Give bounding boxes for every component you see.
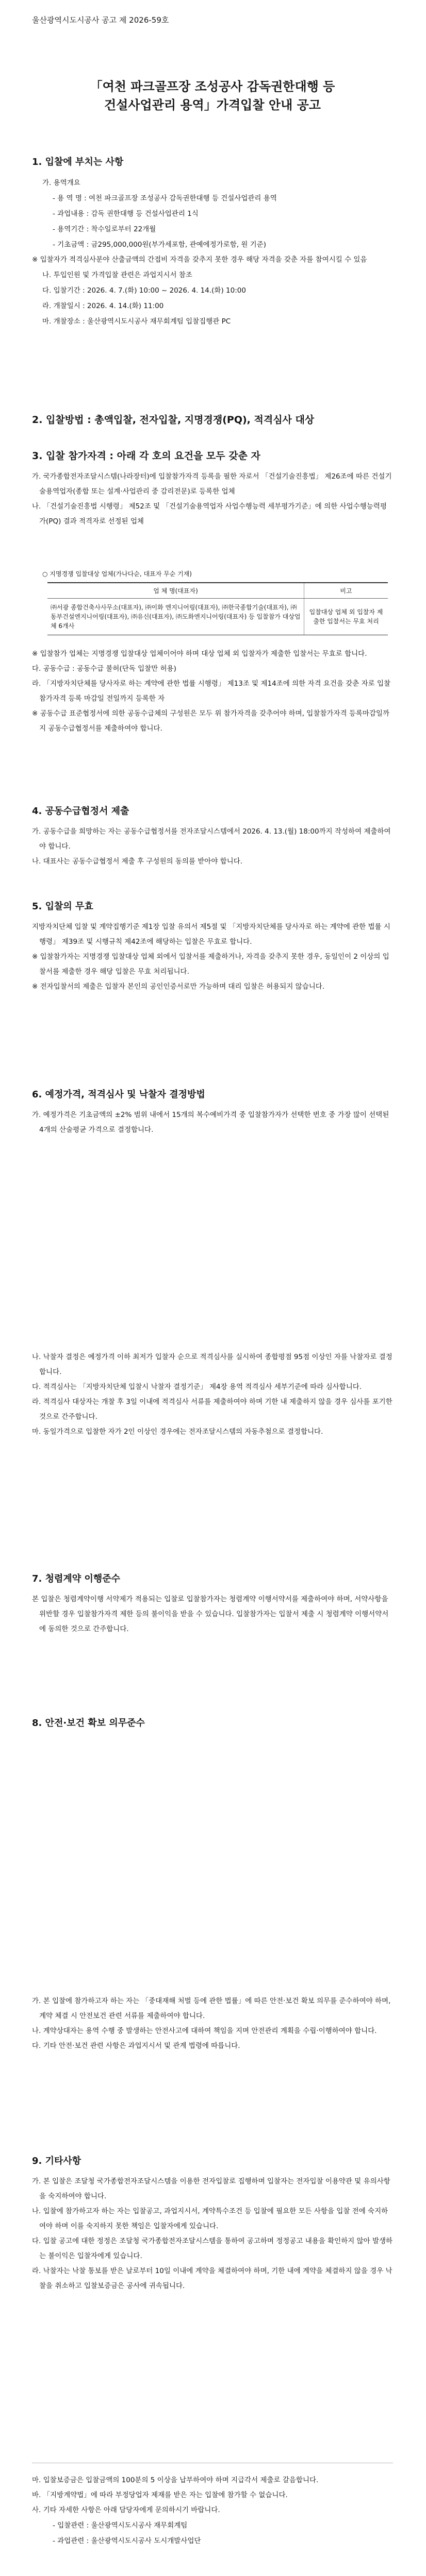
section-4	[32, 804, 393, 869]
s4-paragraph: 나. 대표사는 공동수급협정서 제출 후 구성원의 동의를 받아야 합니다.	[32, 857, 243, 866]
s1-line: - 기초금액 : 금295,000,000원(부가세포함, 관예에정가로함, 원 기준)	[53, 241, 267, 249]
title-line-1: 「여천 파크골프장 조성공사 감독권한대행 등	[90, 79, 335, 94]
section-5-heading: 5. 입찰의 무효	[32, 901, 93, 912]
s4-paragraph: 가. 공동수급을 희망하는 자는 공동수급협정서를 전자조달시스템에서 2026. 4. 13.(월) 18:00까지 작성하여 제출하여야 합니다.	[32, 827, 391, 851]
s5-paragraph: 지방자치단체 입찰 및 계약집행기준 제1장 입찰 유의서 제5절 및 「지방자치단체를 당사자로 하는 계약에 관한 법률 시행령」 제39조 및 시행규칙 제42조에 해당하는 입찰은 무효로 합니다.	[32, 923, 390, 946]
s9-paragraph: 가. 본 입찰은 조달청 국가종합전자조달시스템을 이용한 전자입찰로 집행하며 입찰자는 전자입찰 이용약관 및 유의사항을 숙지하여야 합니다.	[32, 2177, 390, 2200]
table-body-cell: ㈜서광 종합건축사사무소(대표자), ㈜이화 엔지니어링(대표자), ㈜한국종합기술(대표자), ㈜동부건설엔지니어링(대표자), ㈜유신(대표자), ㈜도화엔지니어링(대표자) 등 입찰참가 대상업체 6개사	[51, 604, 301, 630]
s8-paragraph: 나. 계약상대자는 용역 수행 중 발생하는 안전사고에 대하여 책임을 지며 안전관리 계획을 수립·이행하여야 합니다.	[32, 2027, 377, 2035]
s6-paragraph: 마. 동일가격으로 입찰한 자가 2인 이상인 경우에는 전자조달시스템의 자동추첨으로 결정합니다.	[32, 1428, 323, 1436]
section-8-body	[32, 1994, 393, 2054]
s1-line: - 용역기간 : 착수일로부터 22개월	[53, 225, 156, 233]
title-line-2: 건설사업관리 용역」가격입찰 안내 공고	[104, 97, 321, 112]
section-9-heading: 9. 기타사항	[32, 2156, 81, 2166]
section-6	[32, 1087, 393, 1138]
section-2	[32, 412, 393, 433]
section-6-heading: 6. 예정가격, 적격심사 및 낙찰자 결정방법	[32, 1089, 205, 1100]
s6-paragraph: 가. 예정가격은 기초금액의 ±2% 범위 내에서 15개의 복수예비가격 중 입찰참가자가 선택한 번호 중 가장 많이 선택된 4개의 산술평균 가격으로 결정합니다.	[32, 1111, 389, 1134]
s6-paragraph: 라. 적격심사 대상자는 개찰 후 3일 이내에 적격심사 서류를 제출하여야 하며 기한 내 제출하지 않을 경우 심사를 포기한 것으로 간주합니다.	[32, 1398, 392, 1421]
s3-after-paragraph: ※ 공동수급 표준협정서에 의한 공동수급체의 구성원은 모두 위 참가자격을 갖추어야 하며, 입찰참가자격 등록마감일까지 공동수급협정서를 제출하여야 합니다.	[32, 709, 390, 733]
s1-line: ※ 입찰자가 적격심사분야 산출금액의 간접비 자격을 갖추지 못한 경우 해당 자격을 갖춘 자를 참여시킬 수 있음	[32, 256, 367, 264]
s9-paragraph: 다. 입찰 공고에 대한 정정은 조달청 국가종합전자조달시스템을 통하여 공고하며 정정공고 내용을 확인하지 않아 발생하는 불이익은 입찰자에게 있습니다.	[32, 2237, 393, 2260]
section-7	[32, 1571, 393, 1637]
s1-line: 가. 용역개요	[42, 179, 80, 187]
s1-line: 다. 입찰기간 : 2026. 4. 7.(화) 10:00 ~ 2026. 4. 14.(화) 10:00	[42, 286, 246, 295]
s6-paragraph: 다. 적격심사는 「지방자치단체 입찰시 낙찰자 결정기준」 제4장 용역 적격심사 세부기준에 따라 심사합니다.	[32, 1383, 362, 1391]
s3-paragraph: 나. 「건설기술진흥법 시행령」 제52조 및 「건설기술용역업자 사업수행능력 세부평가기준」에 의한 사업수행능력평가(PQ) 결과 적격자로 선정된 업체	[32, 502, 387, 526]
table-note-cell: 입찰대상 업체 외 입찰자 제출한 입찰서는 무효 처리	[304, 599, 388, 635]
s6-paragraph: 나. 낙찰자 결정은 예정가격 이하 최저가 입찰자 순으로 적격심사를 실시하여 종합평점 95점 이상인 자를 낙찰자로 결정합니다.	[32, 1353, 392, 1376]
section-1	[32, 155, 393, 329]
s5-paragraph: ※ 입찰참가자는 지명경쟁 입찰대상 업체 외에서 입찰서를 제출하거나, 자격을 갖추지 못한 경우, 동일인이 2 이상의 입찰서를 제출한 경우 해당 입찰은 무효 처리됩니다.	[32, 953, 389, 976]
s7-paragraph: 본 입찰은 청렴계약이행 서약제가 적용되는 입찰로 입찰참가자는 청렴계약 이행서약서를 제출하여야 하며, 서약사항을 위반할 경우 입찰참가자격 제한 등의 불이익을 받을 수 있습니다. 입찰참가자는 입찰서 제출 시 청렴계약 이행서약서에 동의한 것으로 간주합니다.	[32, 1595, 389, 1633]
s9-extra-paragraph: 사. 기타 자세한 사항은 아래 담당자에게 문의하시기 바랍니다.	[32, 2506, 220, 2514]
notice-number: 울산광역시도시공사 공고 제 2026-59호	[32, 15, 169, 25]
document-title	[47, 77, 378, 114]
s1-line: - 용 역 명 : 여천 파크골프장 조성공사 감독권한대행 등 건설사업관리 용역	[53, 194, 277, 202]
s9-extra-paragraph: 바. 「지방계약법」에 따라 부정당업자 제재를 받은 자는 입찰에 참가할 수 없습니다.	[32, 2491, 288, 2499]
section-4-heading: 4. 공동수급협정서 제출	[32, 806, 129, 817]
s9-extra-paragraph: - 과업관련 : 울산광역시도시공사 도시개발사업단	[53, 2537, 201, 2545]
section-8	[32, 1716, 393, 1736]
section-8-heading: 8. 안전·보건 확보 의무준수	[32, 1718, 145, 1728]
section-1-heading: 1. 입찰에 부치는 사항	[32, 157, 124, 167]
s9-extra-paragraph: - 입찰관련 : 울산광역시도시공사 재무회계팀	[53, 2521, 188, 2530]
section-3-after	[32, 647, 393, 736]
s3-paragraph: 가. 국가종합전자조달시스템(나라장터)에 입찰참가자격 등록을 필한 자로서 「건설기술진흥법」 제26조에 따른 건설기술용역업자(종합 또는 설계·사업관리 중 감리전문)로 등록한 업체	[32, 472, 392, 496]
s1-line: - 과업내용 : 감독 권한대행 등 건설사업관리 1식	[53, 210, 199, 218]
s1-line: 라. 개찰일시 : 2026. 4. 14.(화) 11:00	[42, 302, 164, 310]
s3-after-paragraph: ※ 입찰참가 업체는 지명경쟁 입찰대상 업체이어야 하며 대상 업체 외 입찰자가 제출한 입찰서는 무효로 합니다.	[32, 650, 367, 658]
s8-paragraph: 다. 기타 안전·보건 관련 사항은 과업지시서 및 관계 법령에 따릅니다.	[32, 2042, 240, 2050]
s9-extra-paragraph: 마. 입찰보증금은 입찰금액의 100분의 5 이상을 납부하여야 하며 지급각서 제출로 갈음합니다.	[32, 2476, 319, 2484]
section-7-heading: 7. 청렴계약 이행준수	[32, 1573, 120, 1584]
section-9	[32, 2154, 393, 2294]
s1-line: 마. 개찰장소 : 울산광역시도시공사 재무회계팀 입찰집행관 PC	[42, 317, 231, 326]
table-header-main: 업 체 명(대표자)	[47, 583, 304, 599]
section-5	[32, 899, 393, 994]
s3-after-paragraph: 다. 공동수급 : 공동수급 불허(단독 입찰만 허용)	[32, 665, 176, 673]
s9-paragraph: 나. 입찰에 참가하고자 하는 자는 입찰공고, 과업지시서, 계약특수조건 등 입찰에 필요한 모든 사항을 입찰 전에 숙지하여야 하며 이를 숙지하지 못한 책임은 입찰자에게 있습니다.	[32, 2207, 388, 2230]
section-3-heading: 3. 입찰 참가자격 : 아래 각 호의 요건을 모두 갖춘 자	[32, 450, 260, 462]
section-6-continued	[32, 1350, 393, 1439]
s1-line: 나. 투입인원 및 가격입찰 관련은 과업지시서 참조	[42, 271, 192, 279]
table-caption: ○ 지명경쟁 입찰대상 업체(가나다순, 대표자 무순 기재)	[42, 570, 192, 578]
s8-paragraph: 가. 본 입찰에 참가하고자 하는 자는 「중대재해 처벌 등에 관한 법률」에 따른 안전·보건 확보 의무를 준수하여야 하며, 계약 체결 시 안전보건 관련 서류를 제출하여야 합니다.	[32, 1997, 391, 2020]
section-3	[32, 448, 393, 529]
table-header-note: 비고	[304, 583, 388, 599]
s9-paragraph: 라. 낙찰자는 낙찰 통보를 받은 날로부터 10일 이내에 계약을 체결하여야 하며, 기한 내에 계약을 체결하지 않을 경우 낙찰을 취소하고 입찰보증금은 공사에 귀속됩니다.	[32, 2267, 392, 2290]
section-9-extra	[32, 2473, 393, 2549]
bidder-table	[47, 582, 388, 635]
s5-paragraph: ※ 전자입찰서의 제출은 입찰자 본인의 공인인증서로만 가능하며 대리 입찰은 허용되지 않습니다.	[32, 982, 325, 991]
s3-after-paragraph: 라. 「지방자치단체를 당사자로 하는 계약에 관한 법률 시행령」 제13조 및 제14조에 의한 자격 요건을 갖춘 자로 입찰 참가자격 등록 마감일 전일까지 등록한 자	[32, 680, 391, 703]
section-2-heading: 2. 입찰방법 : 총액입찰, 전자입찰, 지명경쟁(PQ), 적격심사 대상	[32, 414, 315, 426]
